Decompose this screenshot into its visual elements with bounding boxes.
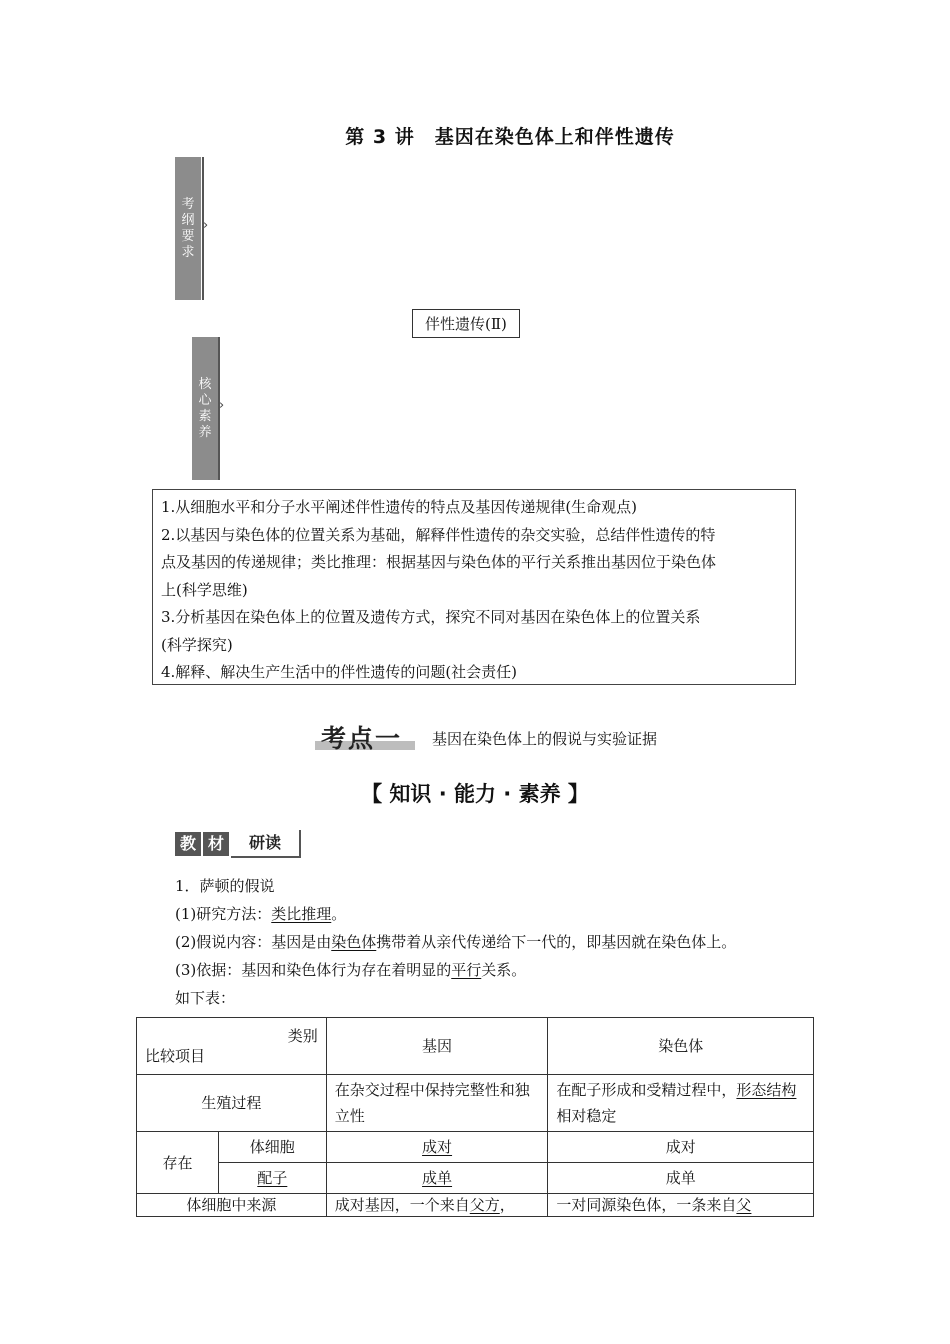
goal-line: (科学探究) (161, 635, 233, 654)
table-row (137, 1163, 814, 1194)
content-heading: 1．萨顿的假说 (175, 877, 275, 895)
goal-line: 1.从细胞水平和分子水平阐述伴性遗传的特点及基因传递规律(生命观点) (161, 498, 638, 516)
table-row (137, 1132, 814, 1163)
kaodian-badge (315, 721, 415, 753)
table-cell: 体细胞中来源 (137, 1194, 327, 1217)
kaodian-label: 考点一 (321, 724, 403, 753)
exam-outline-tab (175, 157, 201, 300)
table-cell: 在配子形成和受精过程中，形态结构相对稳定 (548, 1075, 814, 1132)
content-paragraph: 如下表： (175, 989, 236, 1007)
exam-requirement-box: 伴性遗传(Ⅱ) (412, 309, 520, 338)
core-literacy-label: 核心素养 (198, 377, 212, 440)
exam-outline-label: 考纲要求 (181, 197, 195, 260)
table-cell: 成对 (548, 1132, 814, 1163)
content-paragraph: (2)假说内容：基因是由染色体携带着从亲代传递给下一代的，即基因就在染色体上。 (175, 933, 737, 951)
goal-line: 4.解释、解决生产生活中的伴性遗传的问题(社会责任) (161, 663, 518, 681)
goal-line: 上(科学思维) (161, 580, 248, 599)
goal-line: 点及基因的传递规律；类比推理：根据基因与染色体的平行关系推出基因位于染色体 (161, 553, 717, 571)
table-cell: 存在 (137, 1132, 219, 1194)
chevron-right-icon: › (203, 218, 209, 233)
table-header-row (137, 1018, 814, 1075)
corner-top: 类别 (287, 1027, 318, 1045)
chevron-right-icon: › (219, 398, 225, 413)
content-paragraph: (1)研究方法：类比推理。 (175, 905, 347, 923)
page-title: 第 3 讲 基因在染色体上和伴性遗传 (345, 126, 675, 148)
table-header-chromosome: 染色体 (548, 1018, 814, 1075)
table-cell: 生殖过程 (137, 1075, 327, 1132)
core-literacy-tab (192, 337, 218, 480)
goal-line: 3.分析基因在染色体上的位置及遗传方式，探究不同对基因在染色体上的位置关系 (161, 608, 701, 626)
table-cell: 一对同源染色体，一条来自父 (548, 1194, 814, 1217)
table-cell: 成对基因，一个来自父方， (326, 1194, 548, 1217)
badge-text: 研读 (231, 830, 301, 858)
table-cell: 成对 (326, 1132, 548, 1163)
table-cell: 在杂交过程中保持完整性和独立性 (326, 1075, 548, 1132)
badge-char: 材 (203, 832, 229, 856)
comparison-table (136, 1017, 814, 1217)
table-row (137, 1075, 814, 1132)
table-header-gene: 基因 (326, 1018, 548, 1075)
kaodian-subtitle: 基因在染色体上的假说与实验证据 (432, 730, 658, 748)
table-cell: 成单 (548, 1163, 814, 1194)
goal-line: 2.以基因与染色体的位置关系为基础，解释伴性遗传的杂交实验，总结伴性遗传的特 (161, 525, 716, 544)
textbook-reading-badge (175, 830, 305, 860)
corner-bottom: 比较项目 (145, 1047, 206, 1065)
badge-char: 教 (175, 832, 201, 856)
content-paragraph: (3)依据：基因和染色体行为存在着明显的平行关系。 (175, 961, 527, 979)
table-cell: 成单 (326, 1163, 548, 1194)
table-cell: 体细胞 (218, 1132, 326, 1163)
table-row (137, 1194, 814, 1217)
section-header: 【 知识 · 能力 · 素养 】 (361, 782, 589, 806)
table-corner-cell (137, 1018, 327, 1075)
table-cell: 配子 (218, 1163, 326, 1194)
core-literacy-goals (152, 489, 796, 685)
